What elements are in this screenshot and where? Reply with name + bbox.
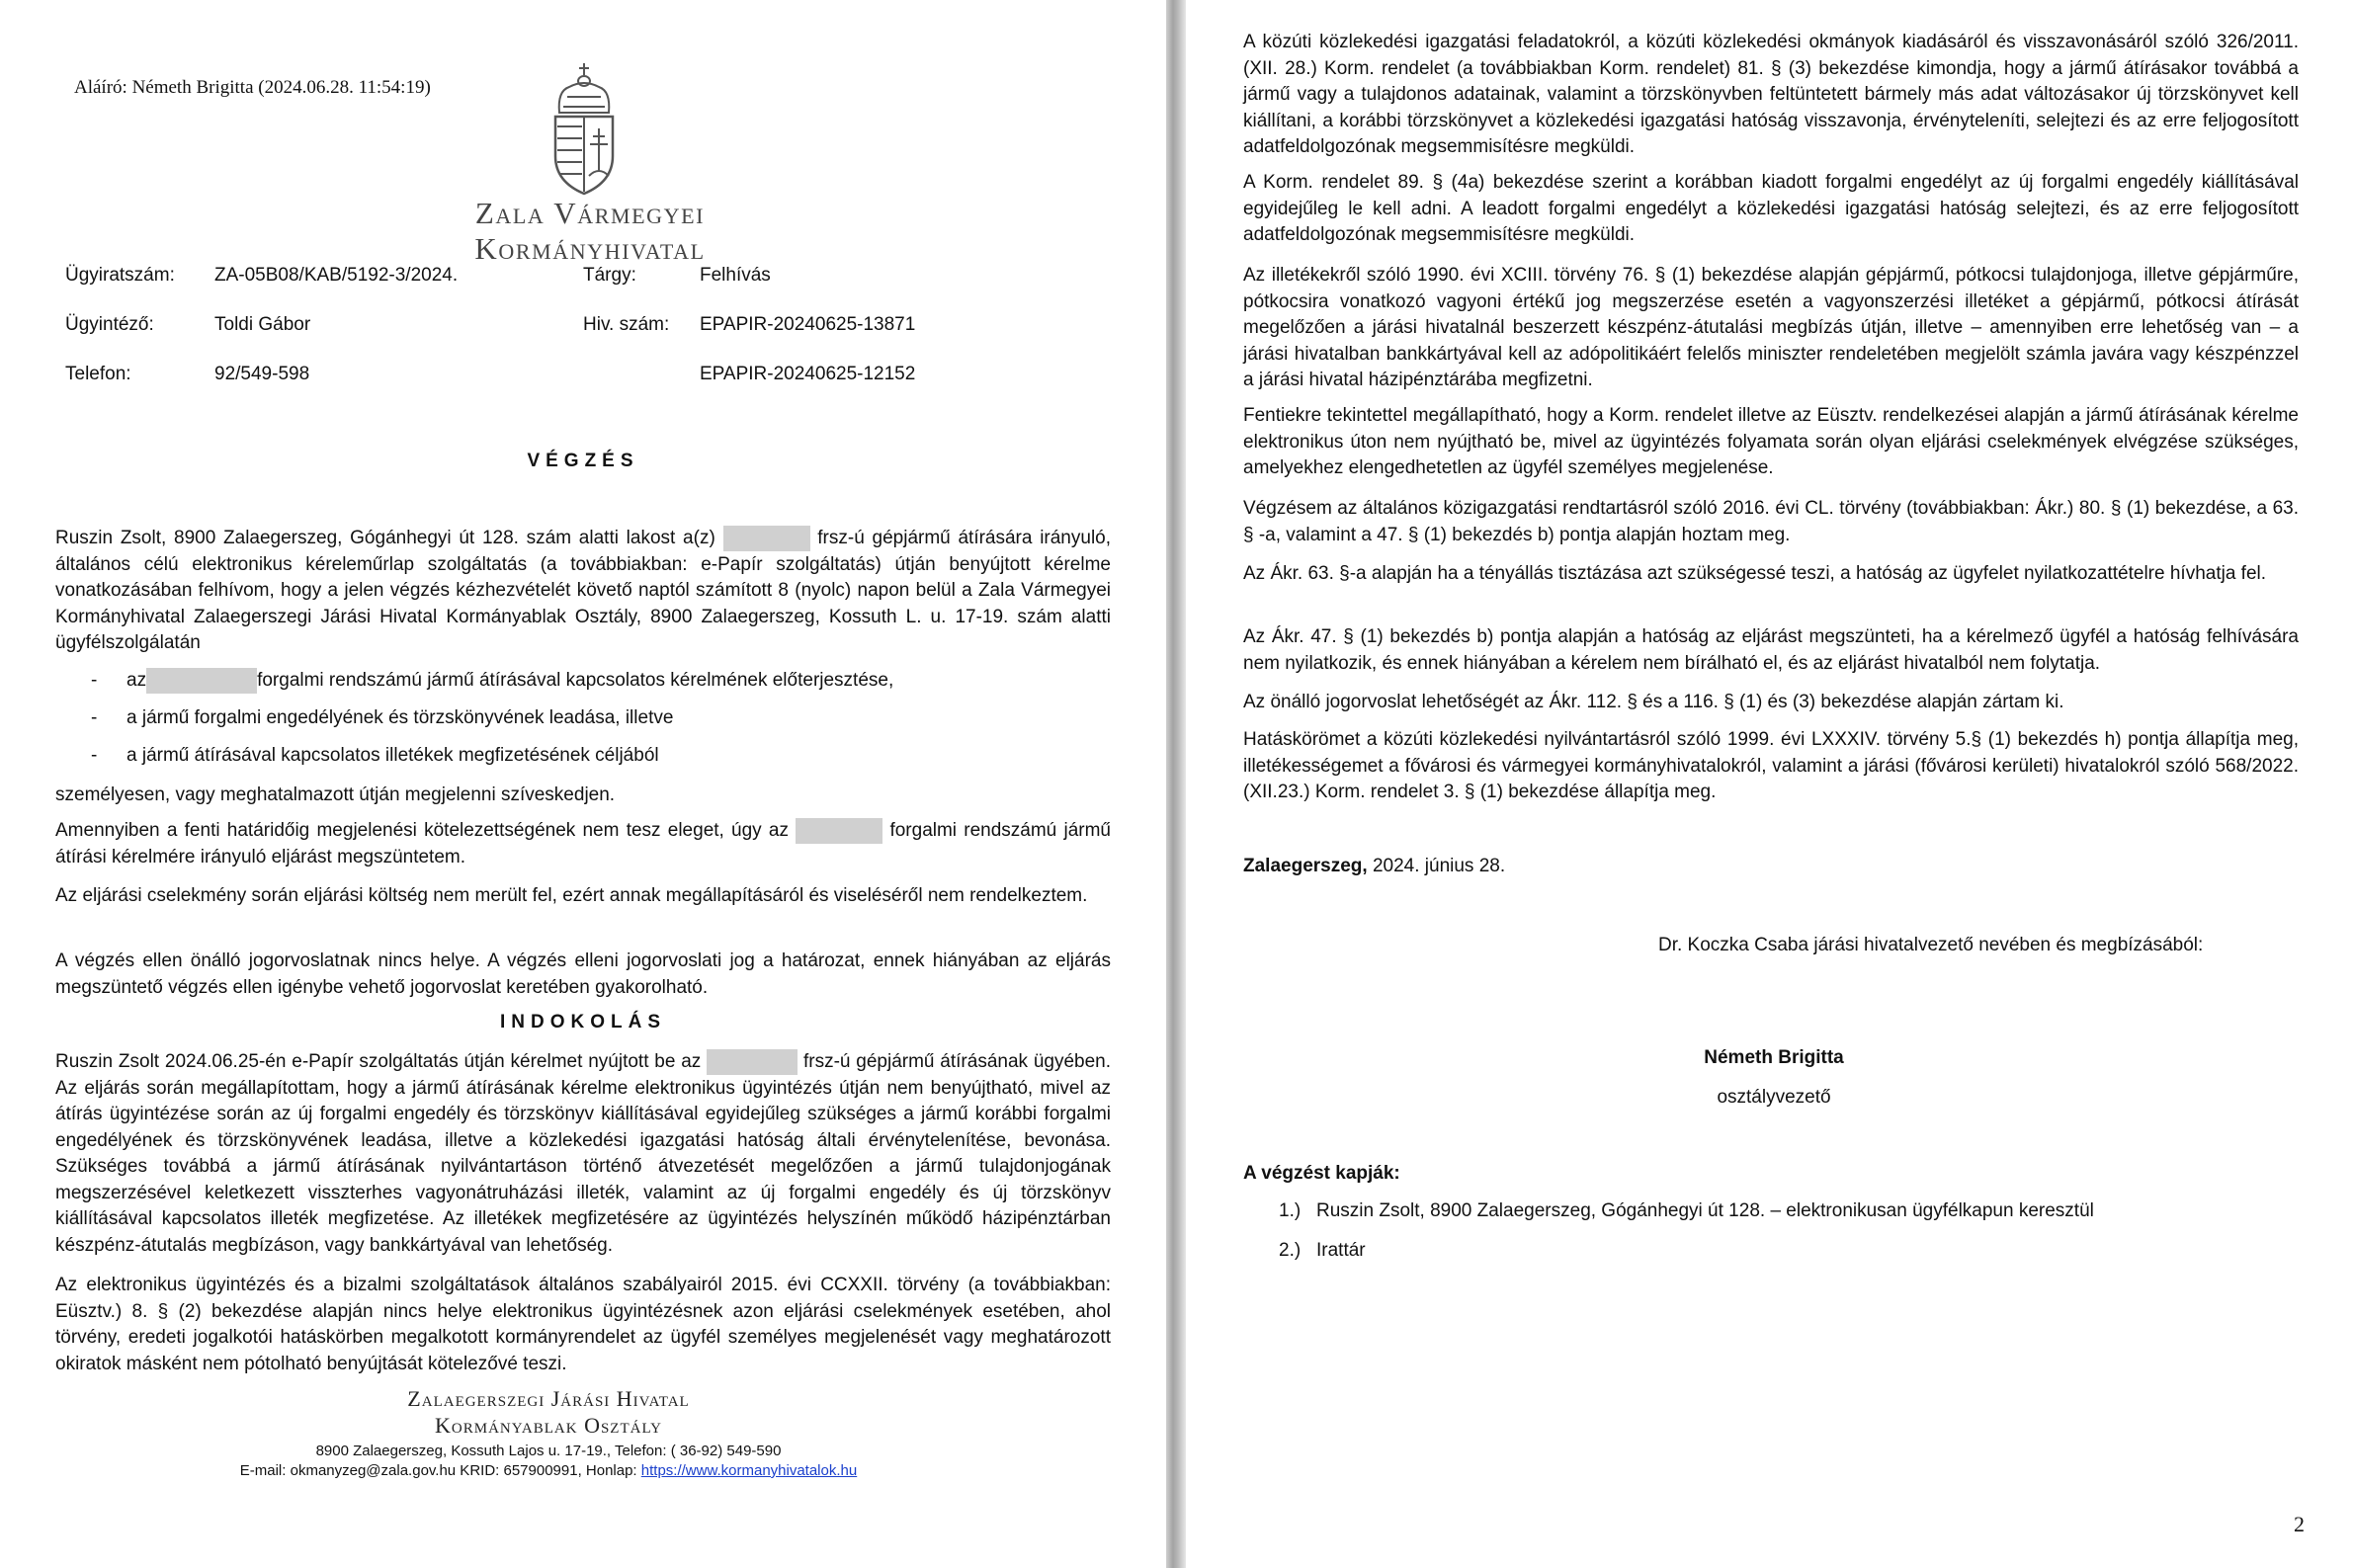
recipient-2: Irattár bbox=[1316, 1240, 1366, 1261]
telefon-value: 92/549-598 bbox=[214, 364, 310, 384]
ugyiratszam-label: Ügyiratszám: bbox=[65, 265, 175, 286]
reasoning-text-b: frsz-ú gépjármű átírásának ügyében. Az eljárás során megállapítottam, hogy a jármű átírásának kérelme elektronikus ügyintézés útján nem benyújtható, mivel az átírás ügyintézése során az új forgalmi engedély és törzskönyv kiállításával egyidejűleg szükséges a jármű korábbi forgalmi engedélyének és törzskönyvének leadása, illetve a közlekedési igazgatási hatóság általi érvénytelenítése, bevonása. Szükséges továbbá a jármű átírásának nyilvántartáson történő átvezetését megelőzően a jármű tulajdonjogának megszerzésével keletkezett visszterhes vagyonátruházási illeték, valamint az új forgalmi engedély és új törzskönyv kiállításával kapcsolatos illeték megfizetése. Az illetékek megfizetésére az ügyintézés helyszínén működő házipénztárban készpénz-átutalás megbízáson, vagy bankkártyával van lehetőség. bbox=[55, 1051, 1112, 1256]
summons-text-a: Ruszin Zsolt, 8900 Zalaegerszeg, Gógánhegyi út 128. szám alatti lakost a(z) bbox=[55, 528, 715, 549]
homepage-link[interactable]: https://www.kormanyhivatalok.hu bbox=[640, 1462, 858, 1479]
paragraph-deadline bbox=[55, 818, 1111, 870]
targy-label: Tárgy: bbox=[583, 265, 636, 286]
reasoning-text-a: Ruszin Zsolt 2024.06.25-én e-Papír szolgáltatás útján kérelmet nyújtott be az bbox=[55, 1051, 702, 1073]
office-name: Zala Vármegyei Kormányhivatal bbox=[474, 196, 706, 266]
hivszam-value-2: EPAPIR-20240625-12152 bbox=[700, 364, 916, 384]
paragraph-korm-89: A Korm. rendelet 89. § (4a) bekezdése szerint a korábban kiadott forgalmi engedélyt az új forgalmi engedély kiállításával egyidejűleg le kell adni. A leadott forgalmi engedélyt a közlekedési igazgatási hatóság selejtezi, és az erre feljogosított adatfeldolgozónak megsemmisítésre megküldi. bbox=[1243, 172, 2299, 245]
signatory-title: osztályvezető bbox=[1717, 1087, 1831, 1108]
bullet-item-2: a jármű forgalmi engedélyének és törzskönyvének leadása, illetve bbox=[126, 707, 674, 728]
paragraph-akr-47: Az Ákr. 47. § (1) bekezdés b) pontja alapján a hatóság az eljárást megszünteti, ha a kérelmező ügyfél a hatóság felhívására nem nyilatkozik, és ennek hiányában a kérelem nem bírálható el, és az eljárást hivatalból nem folytatja. bbox=[1243, 626, 2299, 674]
bullet-dash-3: - bbox=[91, 745, 98, 766]
ugyiratszam-value: ZA-05B08/KAB/5192-3/2024. bbox=[214, 265, 459, 286]
bullet-item-3: a jármű átírásával kapcsolatos illetékek megfizetésének céljából bbox=[126, 745, 659, 766]
signer-line: Aláíró: Németh Brigitta (2024.06.28. 11:54:19) bbox=[74, 77, 431, 98]
vegzes-heading: VÉGZÉS bbox=[527, 451, 639, 471]
summons-text-b: frsz-ú gépjármű átírására irányuló, általános célú elektronikus kéreleműrlap szolgáltatás (a továbbiakban: e-Papír szolgáltatás) útján benyújtott kérelme vonatkozásában felhívom, hogy a jelen végzés kézhezvételét követő naptól számított 8 (nyolc) napon belül a Zala Vármegyei Kormányhivatal Zalaegerszegi Járási Hivatal Kormányablak Osztály, 8900 Zalaegerszeg, Kossuth L. u. 17-19. szám alatti ügyfélszolgálatán bbox=[55, 528, 1112, 654]
page-divider bbox=[1166, 0, 1186, 1568]
redacted-plate bbox=[146, 668, 257, 694]
on-behalf-line: Dr. Koczka Csaba járási hivatalvezető nevében és megbízásából: bbox=[1658, 935, 2204, 955]
redacted-plate bbox=[796, 818, 882, 844]
document-page-1 bbox=[0, 0, 1166, 1568]
recipient-2-number: 2.) bbox=[1279, 1240, 1302, 1261]
deadline-text-b: forgalmi rendszámú jármű átírási kérelmére irányuló eljárást megszüntetem. bbox=[55, 820, 1111, 867]
footer-address: 8900 Zalaegerszeg, Kossuth Lajos u. 17-19., Telefon: ( 36-92) 549-590 bbox=[315, 1443, 782, 1459]
bullet-dash-1: - bbox=[91, 670, 98, 691]
bullet-dash-2: - bbox=[91, 707, 98, 728]
place-date bbox=[1243, 856, 1505, 877]
coat-of-arms-icon bbox=[549, 61, 619, 200]
ugyintezo-label: Ügyintéző: bbox=[65, 314, 154, 335]
paragraph-summons bbox=[55, 526, 1111, 657]
recipient-1-number: 1.) bbox=[1279, 1200, 1302, 1221]
deadline-text-a: Amennyiben a fenti határidőig megjelenési kötelezettségének nem tesz eleget, úgy az bbox=[55, 820, 789, 842]
bullet-1-text-a: az bbox=[126, 670, 147, 692]
paragraph-akr-63: Az Ákr. 63. §-a alapján ha a tényállás tisztázása azt szükségessé teszi, a hatóság az ügyfelet nyilatkozattételre hívhatja fel. bbox=[1243, 563, 2267, 584]
redacted-plate bbox=[707, 1049, 798, 1075]
bullet-1-text-b: forgalmi rendszámú jármű átírásával kapcsolatos kérelmének előterjesztése, bbox=[257, 670, 894, 692]
paragraph-remedy: A végzés ellen önálló jogorvoslatnak nincs helye. A végzés elleni jogorvoslati jog a határozat, ennek hiányában az eljárás megszüntető végzés ellen igénybe vehető jogorvoslat keretében gyakorolható. bbox=[55, 950, 1111, 998]
indokolas-heading: INDOKOLÁS bbox=[500, 1012, 666, 1032]
paragraph-akr-112: Az önálló jogorvoslat lehetőségét az Ákr. 112. § és a 116. § (1) és (3) bekezdése alapján zártam ki. bbox=[1243, 692, 2064, 712]
hivszam-label: Hiv. szám: bbox=[583, 314, 670, 335]
footer-office-line-1: Zalaegerszegi Járási Hivatal bbox=[407, 1386, 690, 1411]
paragraph-illetek: Az illetékekről szóló 1990. évi XCIII. törvény 76. § (1) bekezdése alapján gépjármű, pótkocsi tulajdonjoga, illetve gépjárműre, pótkocsira vonatkozó vagyoni értékű jog megszerzése esetén a vagyonszerzési illetéket a gépjármű, pótkocsi átírását megelőzően a járási hivatalnál beszerzett készpénz-átutalási megbízás útján, illetve – amennyiben erre lehetőség van – a járási hivatalban bankkártyával kell az adópolitikáért felelős miniszter rendeletében megjelölt számla javára vagy készpénzzel a járási hivatal házipénztárába megfizetni. bbox=[1243, 265, 2299, 390]
signatory-name: Németh Brigitta bbox=[1704, 1047, 1844, 1068]
paragraph-costs: Az eljárási cselekmény során eljárási költség nem merült fel, ezért annak megállapításáról és viseléséről nem rendelkeztem. bbox=[55, 885, 1088, 906]
footer-email: E-mail: okmanyzeg@zala.gov.hu KRID: 657900991, Honlap: bbox=[239, 1462, 637, 1479]
paragraph-appear: személyesen, vagy meghatalmazott útján megjelenni szíveskedjen. bbox=[55, 784, 616, 805]
document-page-2 bbox=[1186, 0, 2353, 1568]
paragraph-korm-81: A közúti közlekedési igazgatási feladatokról, a közúti közlekedési okmányok kiadásáról és visszavonásáról szóló 326/2011. (XII. 28.) Korm. rendelet (a továbbiakban Korm. rendelet) 81. § (3) bekezdése kimondja, hogy a jármű átírásakor továbbá a jármű vagy a tulajdonos adatainak, valamint a törzskönyvben feltüntetett bármely más adat változásakor új törzskönyvet kell kiállítani, a korábbi törzskönyvet a közlekedési igazgatási hatóság visszavonja, érvényteleníti, selejtezi és az erre feljogosított adatfeldolgozónak megsemmisítésre megküldi. bbox=[1243, 32, 2299, 157]
bullet-item-1 bbox=[126, 668, 893, 694]
ugyintezo-value: Toldi Gábor bbox=[214, 314, 311, 335]
telefon-label: Telefon: bbox=[65, 364, 131, 384]
paragraph-reasoning bbox=[55, 1049, 1111, 1259]
paragraph-akr-basis: Végzésem az általános közigazgatási rendtartásról szóló 2016. évi CL. törvény (továbbiakban: Ákr.) 80. § (1) bekezdése, a 63. § -a, valamint a 47. § (1) bekezdés b) pontja alapján hoztam meg. bbox=[1243, 498, 2299, 545]
paragraph-conclusion: Fentiekre tekintettel megállapítható, hogy a Korm. rendelet illetve az Eüsztv. rendelkezései alapján a jármű átírásának kérelme elektronikus úton nem nyújtható be, mivel az ügyintézés folyamata során olyan eljárási cselekmények elvégzése szükséges, amelyekhez elengedhetetlen az ügyfél személyes megjelenése. bbox=[1243, 405, 2299, 478]
recipients-heading: A végzést kapják: bbox=[1243, 1163, 1400, 1184]
paragraph-euszt: Az elektronikus ügyintézés és a bizalmi szolgáltatások általános szabályairól 2015. évi CCXXII. törvény (a továbbiakban: Eüsztv.) 8. § (2) bekezdése alapján nincs helye elektronikus ügyintézésnek azon eljárási cselekmények esetében, ahol törvény, eredeti jogalkotói hatáskörben megalkotott kormányrendelet az ügyfél személyes megjelenését vagy meghatározott okiratok másként nem pótolható benyújtását kötelezővé teszi. bbox=[55, 1275, 1111, 1374]
redacted-plate bbox=[723, 526, 810, 551]
place: Zalaegerszeg, bbox=[1243, 856, 1368, 876]
recipient-1: Ruszin Zsolt, 8900 Zalaegerszeg, Gógánhegyi út 128. – elektronikusan ügyfélkapun keresztül bbox=[1316, 1200, 2094, 1221]
paragraph-competence: Hatáskörömet a közúti közlekedési nyilvántartásról szóló 1999. évi LXXXIV. törvény 5.§ (1) bekezdés h) pontja állapítja meg, illetékességemet a fővárosi és vármegyei kormányhivatalokról, valamint a járási (fővárosi kerületi) hivatalokról szóló 568/2022.(XII.23.) Korm. rendelet 3. § (1) bekezdése állapítja meg. bbox=[1243, 729, 2299, 802]
footer-office-line-2: Kormányablak Osztály bbox=[435, 1413, 662, 1438]
page-number: 2 bbox=[2294, 1512, 2305, 1536]
targy-value: Felhívás bbox=[700, 265, 771, 286]
footer-contact bbox=[0, 1462, 1097, 1479]
date: 2024. június 28. bbox=[1372, 856, 1506, 876]
hivszam-value: EPAPIR-20240625-13871 bbox=[700, 314, 916, 335]
